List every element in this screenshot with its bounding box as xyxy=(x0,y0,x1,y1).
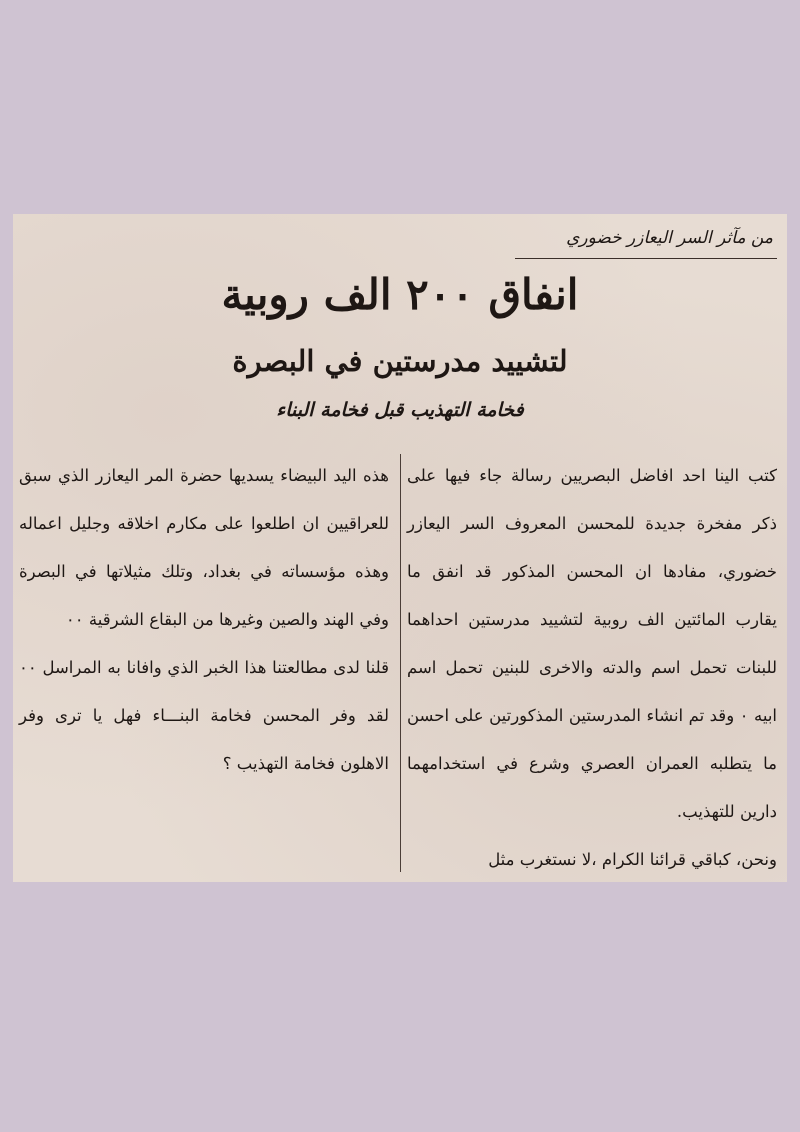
tagline: فخامة التهذيب قبل فخامة البناء xyxy=(276,399,524,421)
rubric-underline xyxy=(515,258,777,259)
headline: انفاق ٢٠٠ الف روبية xyxy=(221,270,579,319)
article-paragraph: ونحن، كباقي قرائنا الكرام ،لا نستغرب مثل xyxy=(488,850,777,869)
newspaper-clipping xyxy=(13,214,787,882)
column-divider xyxy=(400,454,401,872)
subheadline: لتشييد مدرستين في البصرة xyxy=(232,344,568,378)
article-paragraph: قلنا لدى مطالعتنا هذا الخبر الذي وافانا به المراسل ٠٠ لقد وفر المحسن فخامة البنـــاء فهل يا ترى وفر الاهلون فخامة التهذيب ؟ xyxy=(19,658,389,773)
article-paragraph: هذه اليد البيضاء يسديها حضرة المر اليعازر الذي سبق للعراقيين ان اطلعوا على مكارم اخلاقه وجليل اعماله وهذه مؤسساته في بغداد، وتلك مثيلاتها في البصرة وفي الهند والصين وغيرها من البقاع الشرقية ٠٠ xyxy=(19,466,389,629)
article-paragraph: كتب الينا احد افاضل البصريين رسالة جاء فيها على ذكر مفخرة جديدة للمحسن المعروف السر اليعازر خضوري، مفادها ان المحسن المذكور قد انفق ما يقارب المائتين الف روبية لتشييد مدرستين احداهما للبنات تحمل اسم والدته والاخرى للبنين تحمل اسم ابيه ٠ وقد تم انشاء المدرستين المذكورتين على احسن ما يتطلبه العمران العصري وشرع في استخدامهما دارين للتهذيب. xyxy=(407,466,777,821)
article-column-right xyxy=(407,452,777,884)
article-column-left xyxy=(19,452,389,788)
column-rubric: من مآثر السر اليعازر خضوري xyxy=(566,228,773,248)
